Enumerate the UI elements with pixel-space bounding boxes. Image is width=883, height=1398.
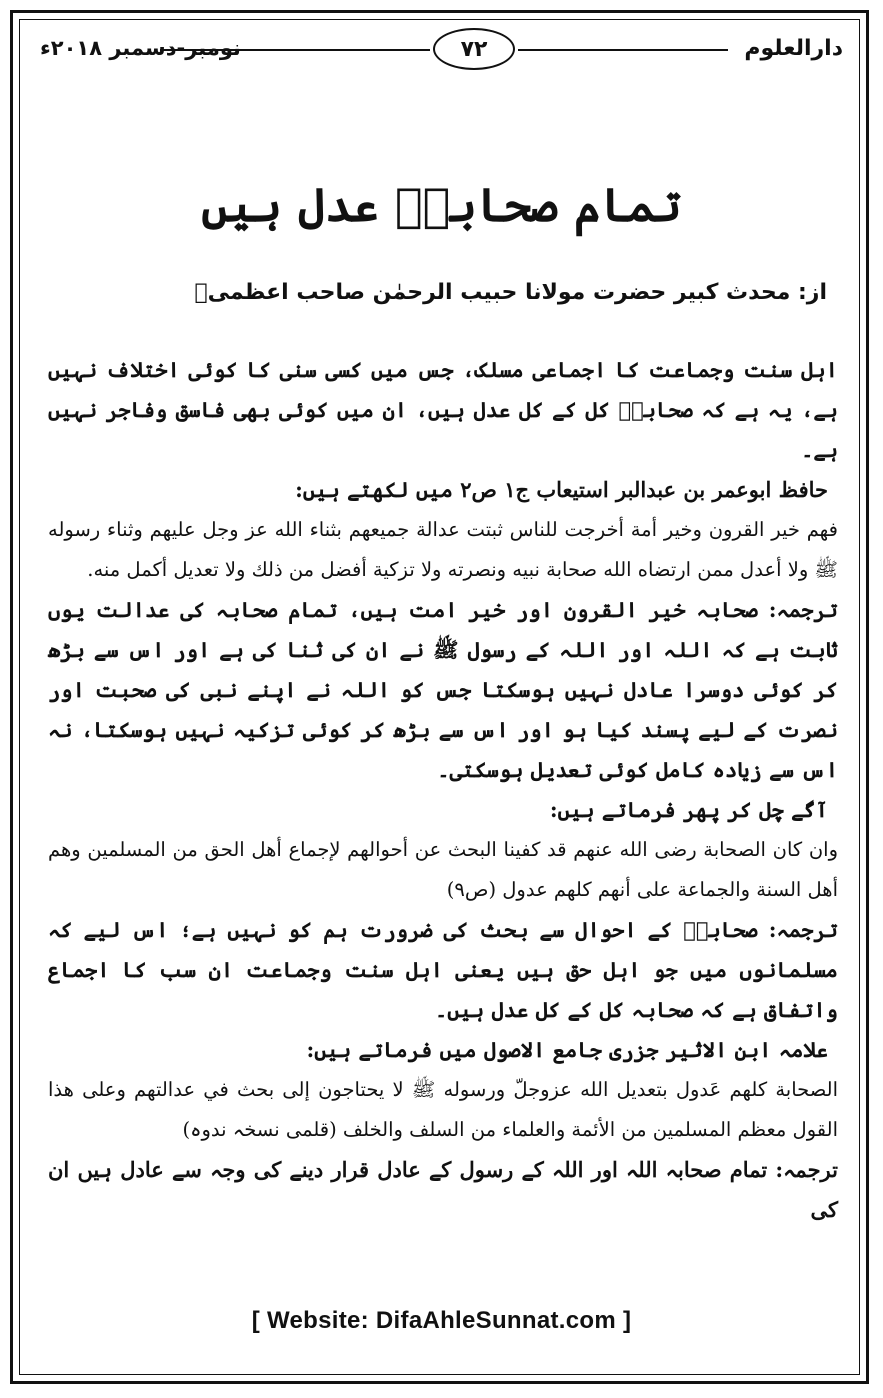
page-number: ۷۲ [460,36,488,62]
article-body [48,350,838,1230]
issue-date: نومبر-دسمبر ۲۰۱۸ء [40,36,241,60]
translation-2: ترجمہ: صحابہؓ کے احوال سے بحث کی ضرورت ہم کو نہیں ہے؛ اس لیے کہ مسلمانوں میں جو اہل حق ہیں یعنی اہل سنت وجماعت ان سب کا اجماع واتفاق ہے کہ صحابہ کل کے کل عدل ہیں۔ [48,917,838,1022]
translation-1: ترجمہ: صحابہ خیر القرون اور خیر امت ہیں، تمام صحابہ کی عدالت یوں ثابت ہے کہ اللہ اور اللہ کے رسول ﷺ نے ان کی ثنا کی ہے اور اس سے بڑھ کر کوئی دوسرا عادل نہیں ہوسکتا جس کو اللہ نے اپنے نبی کی صحبت اور نصرت کے لیے پسند کیا ہو اور اس سے بڑھ کر کوئی تزکیہ نہیں ہوسکتا، نہ اس سے زیادہ کامل کوئی تعدیل ہوسکتی۔ [48,597,838,782]
article-author: از: محدث کبیر حضرت مولانا حبیب الرحمٰن صاحب اعظمیؒ [194,280,827,305]
arabic-quote-2: وان كان الصحابة رضى الله عنهم قد كفينا البحث عن أحوالهم لإجماع أهل الحق من المسلمين وهم أهل السنة والجماعة على أنهم كلهم عدول (ص۹) [48,838,838,901]
arabic-quote-1: فهم خير القرون وخير أمة أخرجت للناس ثبتت عدالة جميعهم بثناء الله عز وجل عليهم وثناء رسوله ﷺ ولا أعدل ممن ارتضاه الله صحابة نبيه ونصرته ولا تزكية أفضل من ذلك ولا تعديل أكمل منه. [48,518,838,581]
translation-3: ترجمہ: تمام صحابہ اللہ اور اللہ کے رسول کے عادل قرار دینے کی وجہ سے عادل ہیں ان کی [48,1157,838,1222]
page-header [40,28,843,72]
citation-heading-istiab: حافظ ابوعمر بن عبدالبر استیعاب ج۱ ص۲ میں لکھتے ہیں: [295,477,828,502]
journal-name: دارالعلوم [744,36,843,61]
header-rule-right [518,49,728,51]
article-title: تمام صحابہؓ عدل ہیں [201,178,682,232]
website-footer: [ Website: DifaAhleSunnat.com ] [251,1307,632,1334]
page-number-badge [433,28,515,70]
arabic-quote-3: الصحابة كلهم عَدول بتعديل الله عزوجلّ ورسوله ﷺ لا يحتاجون إلى بحث في عدالتهم وعلى هذا القول معظم المسلمين من الأئمة والعلماء من السلف والخلف (قلمی نسخہ ندوہ) [48,1078,838,1141]
paragraph-intro: اہل سنت وجماعت کا اجماعی مسلک، جس میں کسی سنی کا کوئی اختلاف نہیں ہے، یہ ہے کہ صحابہؓ کل کے کل عدل ہیں، ان میں کوئی بھی فاسق وفاجر نہیں ہے۔ [48,357,838,462]
citation-heading-continued: آگے چل کر پھر فرماتے ہیں: [549,797,828,822]
citation-heading-ibn-athir: علامہ ابن الاثیر جزری جامع الاصول میں فرماتے ہیں: [306,1037,828,1062]
